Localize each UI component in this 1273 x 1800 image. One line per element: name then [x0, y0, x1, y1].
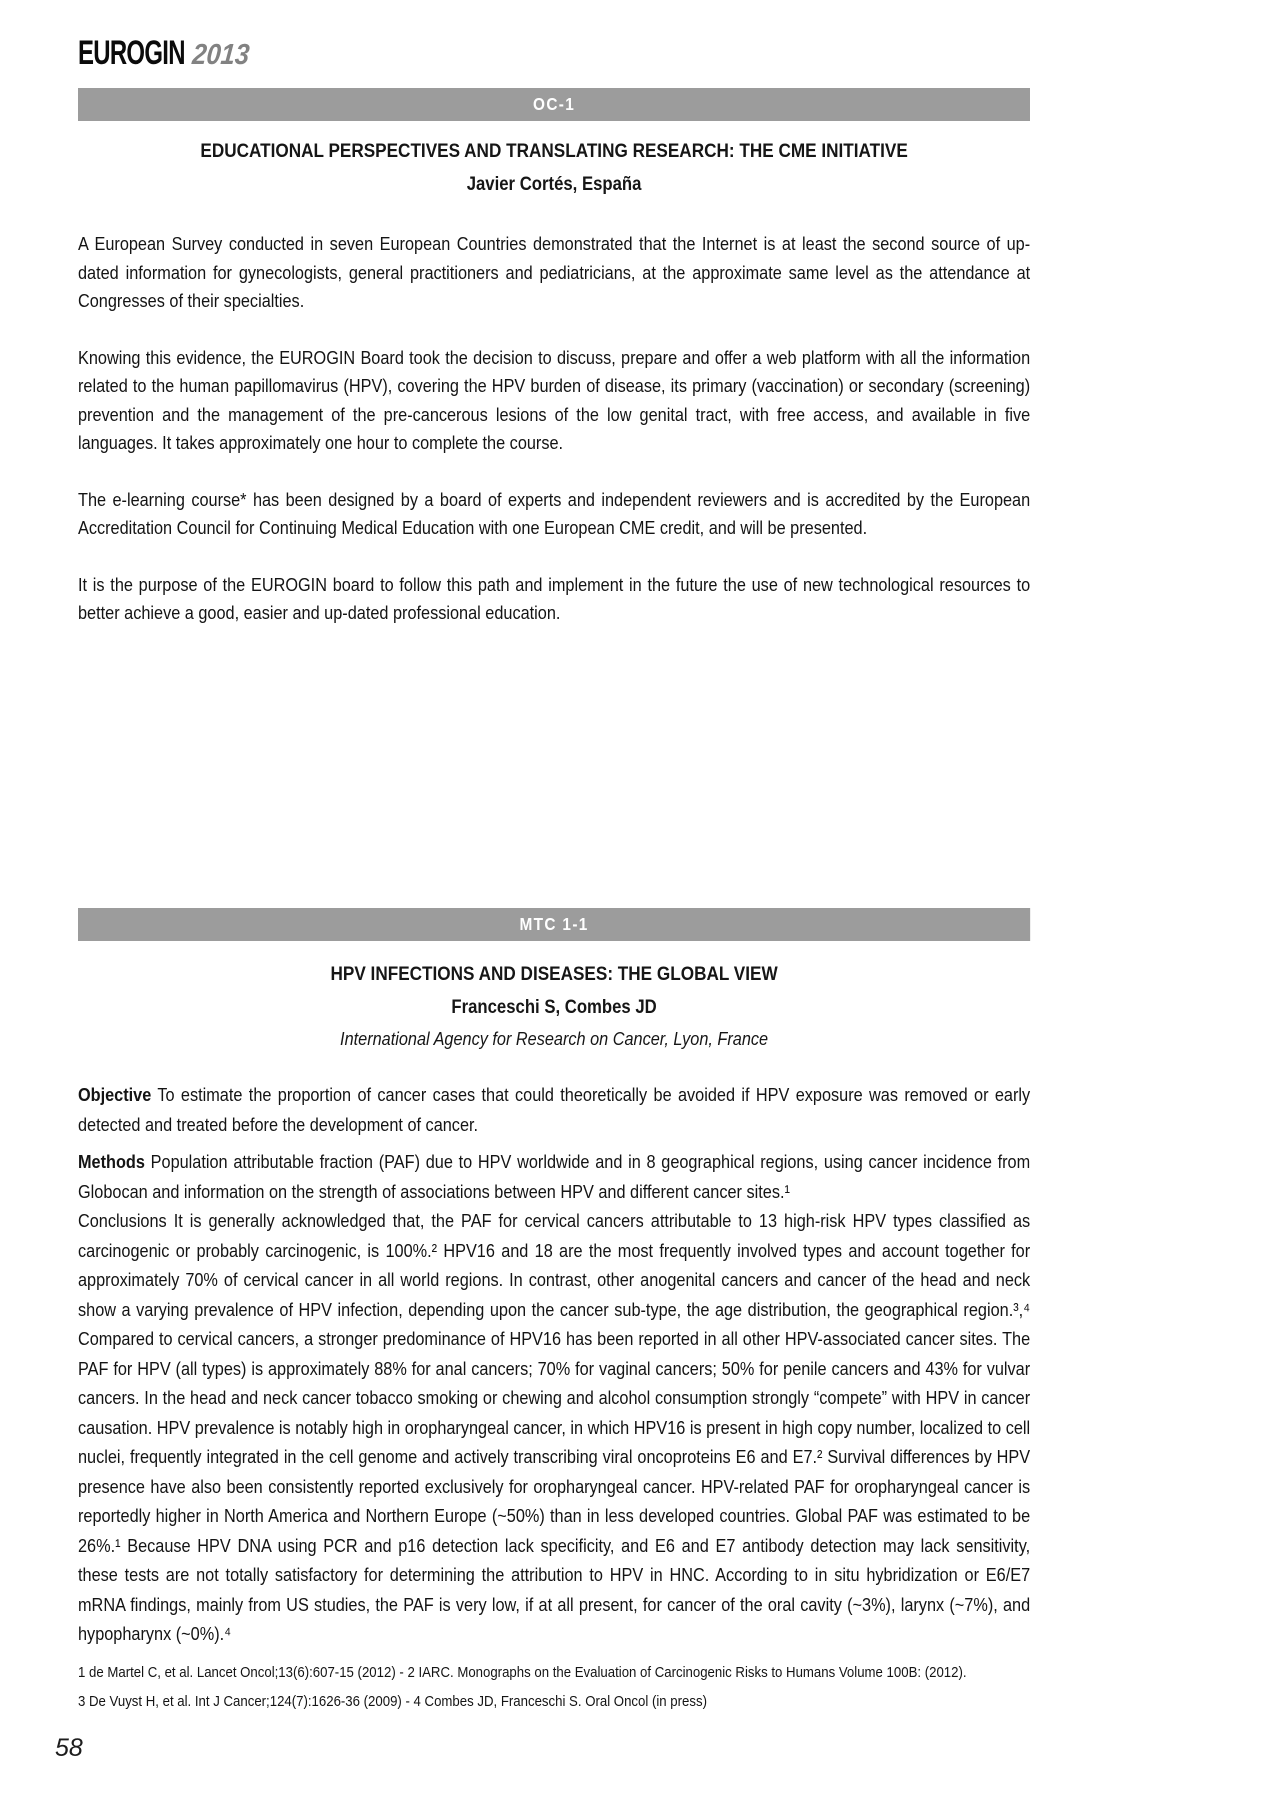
abstract-authors: Javier Cortés, España	[466, 174, 642, 195]
session-code-label: OC-1	[533, 94, 576, 114]
abstract-paragraph: A European Survey conducted in seven European Countries demonstrated that the Internet is at least the second source of up-dated information for gynecologists, general practitioners and pediatricians, at the approximate same level as the attendance at Congresses of their specialties.	[78, 233, 1031, 311]
eurogin-brand-wordmark: EUROGIN	[78, 34, 185, 72]
objective-text: To estimate the proportion of cancer cases that could theoretically be avoided if HPV exposure was removed or early detected and treated before the development of cancer.	[78, 1084, 1031, 1135]
abstract-authors: Franceschi S, Combes JD	[451, 997, 657, 1018]
reference-footnotes	[78, 1658, 1030, 1716]
objective-label: Objective	[78, 1084, 152, 1105]
abstract-paragraph: The e-learning course* has been designed by a board of experts and independent reviewers and is accredited by the European Accreditation Council for Continuing Medical Education with one European CME credit, and will be presented.	[78, 488, 1031, 538]
methods-paragraph	[78, 1147, 1030, 1206]
abstract-oc1	[78, 88, 1030, 628]
session-code-label: MTC 1-1	[519, 914, 589, 934]
abstract-affiliation: International Agency for Research on Cancer, Lyon, France	[340, 1028, 769, 1049]
abstract-paragraph: Knowing this evidence, the EUROGIN Board took the decision to discuss, prepare and offer a web platform with all the information related to the human papillomavirus (HPV), covering the HPV burden of disease, its primary (vaccination) or secondary (screening) prevention and the management of the pre-cancerous lesions of the low genital tract, with free access, and available in five languages. It takes approximately one hour to complete the course.	[78, 346, 1031, 453]
objective-paragraph	[78, 1080, 1030, 1139]
methods-label: Methods	[78, 1151, 145, 1172]
methods-text: Population attributable fraction (PAF) due to HPV worldwide and in 8 geographical regions, using cancer incidence from Globocan and information on the strength of associations between HPV and different cancer sites.¹	[78, 1151, 1031, 1202]
conclusions-paragraph: Conclusions It is generally acknowledged that, the PAF for cervical cancers attributable to 13 high-risk HPV types classified as carcinogenic or probably carcinogenic, is 100%.² HPV16 and 18 are the most frequently involved types and account together for approximately 70% of cervical cancer in all world regions. In contrast, other anogenital cancers and cancer of the head and neck show a varying prevalence of HPV infection, depending upon the cancer sub-type, the age distribution, the geographical region.³,⁴ Compared to cervical cancers, a stronger predominance of HPV16 has been reported in all other HPV-associated cancer sites. The PAF for HPV (all types) is approximately 88% for anal cancers; 70% for vaginal cancers; 50% for penile cancers and 43% for vulvar cancers. In the head and neck cancer tobacco smoking or chewing and alcohol consumption strongly “compete” with HPV in cancer causation. HPV prevalence is notably high in oropharyngeal cancer, in which HPV16 is present in high copy number, localized to cell nuclei, frequently integrated in the cell genome and actively transcribing viral oncoproteins E6 and E7.² Survival differences by HPV presence have also been consistently reported exclusively for oropharyngeal cancer. HPV-related PAF for oropharyngeal cancer is reportedly higher in North America and Northern Europe (~50%) than in less developed countries. Global PAF was estimated to be 26%.¹ Because HPV DNA using PCR and p16 detection lack specificity, and E6 and E7 antibody detection may lack sensitivity, these tests are not totally satisfactory for determining the attribution to HPV in HNC. According to in situ hybridization or E6/E7 mRNA findings, mainly from US studies, the PAF is very low, if at all present, for cancer of the oral cavity (~3%), larynx (~7%), and hypopharynx (~0%).⁴	[78, 1210, 1031, 1644]
session-code-banner-oc1	[78, 88, 1030, 121]
eurogin-year: 2013	[191, 39, 251, 71]
abstract-paragraph: It is the purpose of the EUROGIN board to follow this path and implement in the future the use of new technological resources to better achieve a good, easier and up-dated professional education.	[78, 573, 1031, 623]
footnote-line: 3 De Vuyst H, et al. Int J Cancer;124(7):1626-36 (2009) - 4 Combes JD, Franceschi S. Oral Oncol (in press)	[78, 1692, 707, 1710]
eurogin-logo	[78, 36, 249, 72]
footnote-line: 1 de Martel C, et al. Lancet Oncol;13(6):607-15 (2012) - 2 IARC. Monographs on the Evaluation of Carcinogenic Risks to Humans Volume 100B: (2012).	[78, 1663, 967, 1681]
page-number: 58	[55, 1734, 83, 1762]
session-code-banner-mtc1-1	[78, 908, 1030, 941]
abstract-title: HPV INFECTIONS AND DISEASES: THE GLOBAL VIEW	[330, 963, 778, 985]
abstract-mtc1-1	[78, 908, 1030, 1716]
abstract-title: EDUCATIONAL PERSPECTIVES AND TRANSLATING RESEARCH: THE CME INITIATIVE	[200, 140, 908, 162]
